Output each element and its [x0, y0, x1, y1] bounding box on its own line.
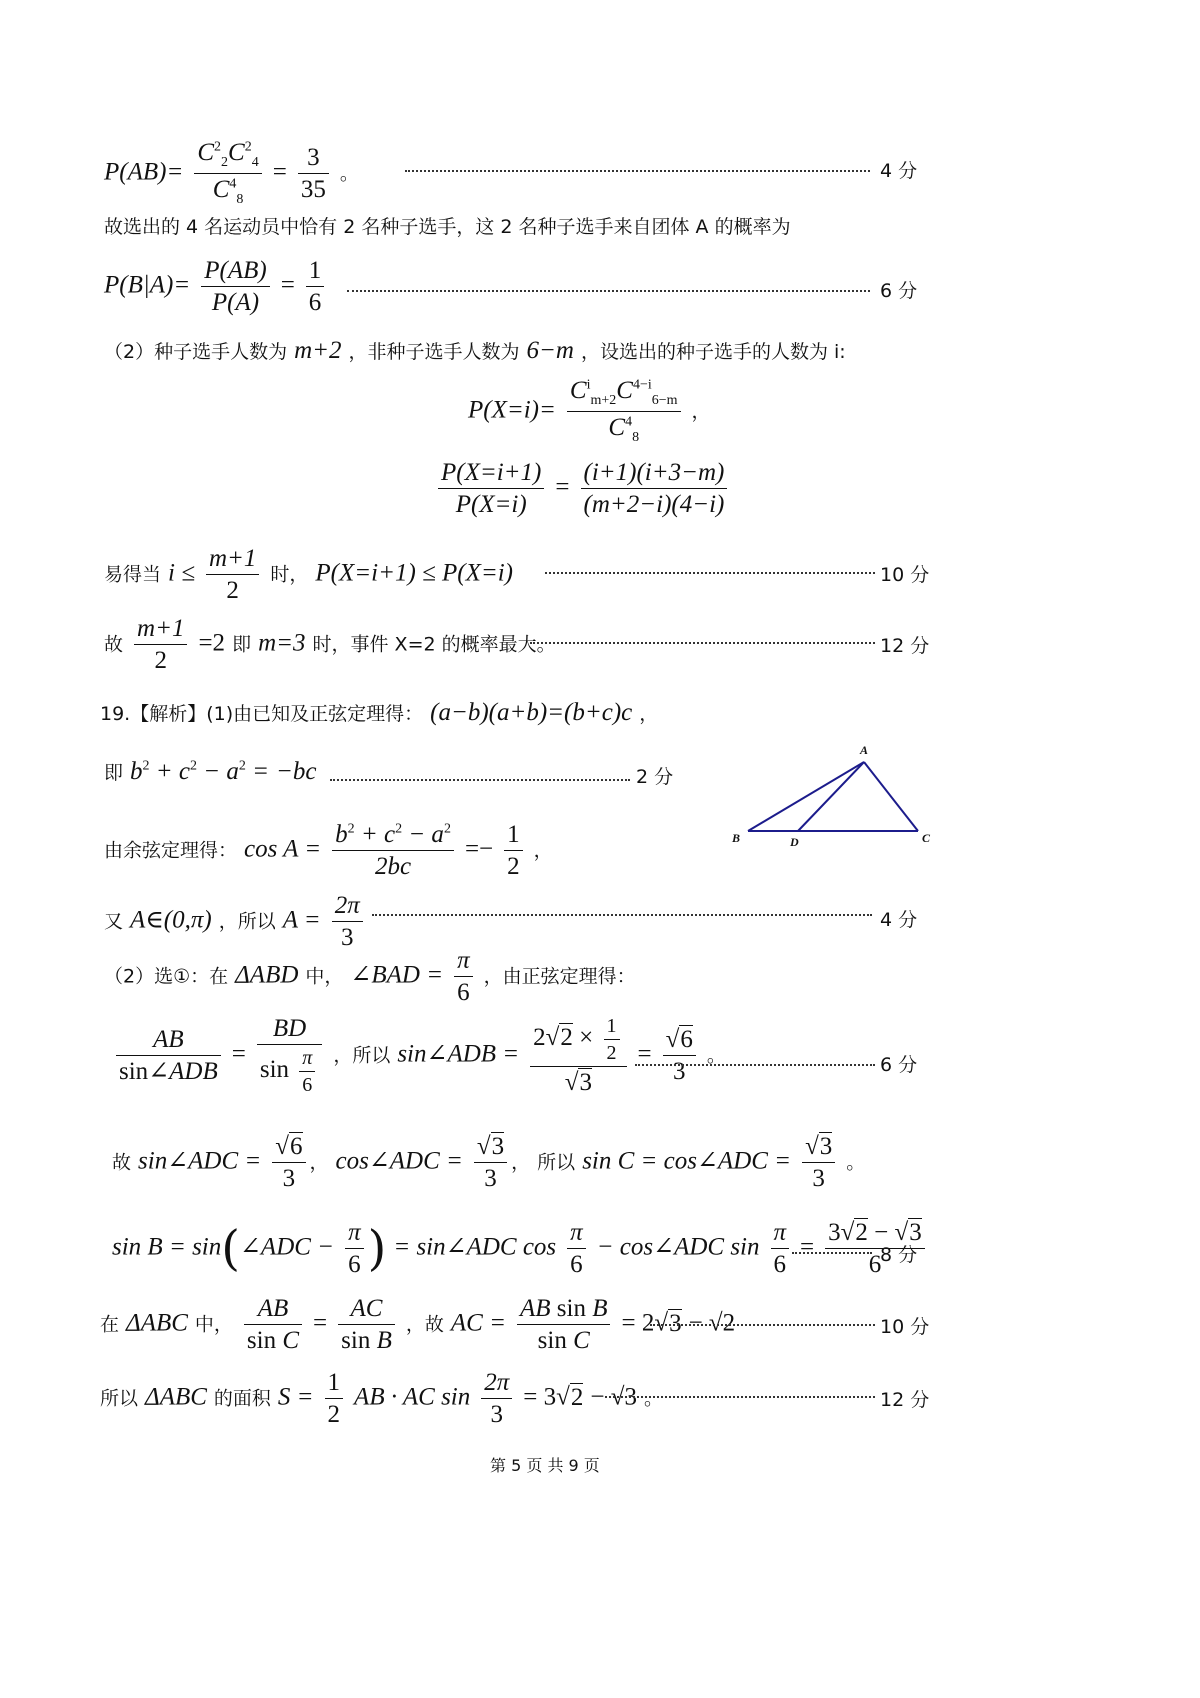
math: − cos∠ADC sin: [596, 1233, 760, 1261]
math: A =: [282, 906, 321, 934]
fraction-pab-pa: $\frac{P(AB)}{P(A)}$: [201, 258, 269, 315]
text: 。: [706, 1044, 726, 1067]
fraction-2pi-3: $\frac{2\pi}{3}$: [481, 1370, 512, 1427]
math: ∠ADC −: [239, 1233, 335, 1261]
dot-leader: [635, 1064, 875, 1066]
text-line: 故 sin∠ADC = $\frac{√6}{3}$ ， cos∠ADC = $\frac{√3}{3}$ ， 所以 sin C = cos∠ADC = $\frac{√3}{3}$ 。: [112, 1133, 866, 1192]
section-19-heading: [100, 700, 658, 725]
fraction-pi-6: $\frac{\pi}{6}$: [345, 1220, 364, 1277]
text: 。: [846, 1151, 866, 1174]
math: ΔABC: [145, 1383, 207, 1411]
score-label: 4 分: [880, 160, 918, 182]
fraction-pi-6: $\frac{\pi}{6}$: [771, 1220, 790, 1277]
text: 即: [232, 633, 252, 656]
text-line: 在 ΔABC 中， $\frac{AB}{\text{sin C}}$ = $\frac{AC}{\text{sin B}}$ ，故 AC = $\frac{\text{AB sin B}}{\text{sin C}}$ = 2√3 − √2: [100, 1295, 736, 1354]
text: ，由正弦定理得：: [483, 965, 636, 988]
math: sin∠ADB =: [397, 1040, 520, 1068]
math: ΔABD: [235, 961, 299, 989]
text: ，: [639, 703, 659, 725]
fraction-sqrt6-3: $\frac{√6}{3}$: [272, 1134, 305, 1191]
dot-leader: [650, 1324, 875, 1326]
score-label: 4 分: [880, 909, 918, 931]
math: P(X=i)=: [468, 396, 556, 424]
eq-p-b-given-a: P(B|A)= $\frac{P(AB)}{P(A)}$ = $\frac{1}{6}$: [104, 258, 328, 315]
text-line: [104, 948, 636, 1005]
text: ，所以: [218, 910, 276, 933]
math: S =: [277, 1383, 314, 1411]
fraction-sqrt3-3: $\frac{√3}{3}$: [474, 1134, 507, 1191]
fraction-pi-6: $\frac{\pi}{6}$: [454, 948, 473, 1005]
eq-ratio: $\frac{P(X=i+1)}{P(X=i)}$ = $\frac{(i+1)(i+3-m)}{(m+2-i)(4-i)}$: [434, 460, 731, 517]
fraction-m1-2: $\frac{m+1}{2}$: [134, 616, 187, 673]
math: sin∠ADC =: [138, 1147, 262, 1175]
math: 6−m: [526, 337, 574, 364]
text: 。: [643, 1387, 663, 1410]
fraction-ab-sinc: $\frac{AB}{\text{sin C}}$: [244, 1296, 302, 1353]
fraction-binomial: $C^i_{m+2}C^{4-i}_{6-m}$ $C^4_8$: [567, 378, 681, 445]
text: （2）选①：在: [104, 965, 229, 988]
fraction-3-35: $\frac{3}{35}$: [298, 145, 329, 202]
text-line: [104, 822, 553, 879]
text: 中，: [194, 1313, 233, 1336]
fraction-ratio-left: $\frac{P(X=i+1)}{P(X=i)}$: [438, 460, 544, 517]
fraction-ab-sin: AB sin∠ADB: [116, 1027, 221, 1084]
math: cos A =: [244, 835, 322, 863]
triangle-figure: [728, 738, 938, 852]
eq-sin-b: sin B = sin(∠ADC − $\frac{\pi}{6}$ ) = sin∠ADC cos $\frac{\pi}{6}$ − cos∠ADC sin $\frac{\pi}{6}$ = $\frac{3√2 - √3}{6}$: [112, 1220, 929, 1277]
fraction-ac-sinb: $\frac{AC}{\text{sin B}}$: [338, 1296, 395, 1353]
text: 中，: [305, 965, 344, 988]
eq-sine-rule: AB sin∠ADB = BD sin $\frac{\pi}{6}$ ，所以 sin∠ADB = 2√2 × $\frac{1}{2}$ √3 = $\frac{√6}{3}$ 。: [112, 1016, 726, 1095]
score-label: 6 分: [880, 280, 918, 302]
text-line: 即 $b^2 + c^2 - a^2 = -bc$: [104, 758, 317, 785]
text: 的面积: [213, 1387, 271, 1410]
math: P(X=i+1) ≤ P(X=i): [315, 559, 513, 587]
math: ΔABC: [126, 1309, 188, 1337]
fraction-1-6: $\frac{1}{6}$: [306, 258, 325, 315]
page-footer: 第 5 页 共 9 页: [490, 1456, 600, 1475]
score-label: 8 分: [880, 1244, 918, 1266]
math: A∈(0,π): [130, 906, 212, 934]
math: = sin∠ADC cos: [393, 1233, 557, 1261]
dot-leader: [330, 779, 630, 781]
p-b-a-lhs: P(B|A)=: [104, 271, 191, 299]
score-label: 2 分: [636, 766, 674, 788]
text: 又: [104, 910, 124, 933]
text: 所以: [537, 1151, 576, 1174]
fraction-2pi-3: $\frac{2\pi}{3}$: [332, 893, 363, 950]
math: −bc: [275, 758, 317, 785]
math: sin B = sin: [112, 1233, 222, 1261]
text: 19.【解析】(1)由已知及正弦定理得：: [100, 703, 424, 725]
score-label: 10 分: [880, 1316, 930, 1338]
text-line: 易得当 i ≤ $\frac{m+1}{2}$ 时， P(X=i+1) ≤ P(X=i): [104, 545, 513, 604]
text: ，非种子选手人数为: [348, 341, 520, 363]
eq-px-i: [468, 378, 711, 445]
math: m=3: [258, 629, 306, 657]
fraction-ratio-right: $\frac{(i+1)(i+3-m)}{(m+2-i)(4-i)}$: [581, 460, 728, 517]
dot-leader: [605, 1396, 875, 1398]
dot-leader: [347, 290, 870, 292]
vertex-label-b: B: [732, 831, 741, 845]
math: sin C = cos∠ADC =: [582, 1147, 792, 1175]
text: ，: [691, 400, 711, 423]
segment-ac: [864, 762, 918, 831]
text-line: 故选出的 4 名运动员中恰有 2 名种子选手，这 2 名种子选手来自团体 A 的概率为: [104, 216, 791, 238]
score-label: 10 分: [880, 564, 930, 586]
math: − √2: [688, 1309, 736, 1337]
math: (a−b)(a+b)=(b+c)c: [430, 699, 633, 726]
p-ab-lhs: P(AB)=: [104, 158, 184, 186]
text: （2）种子选手人数为: [104, 341, 288, 363]
segment-ab: [748, 762, 864, 831]
dot-leader: [372, 914, 872, 916]
dot-leader: [792, 1252, 872, 1254]
text: 所以: [100, 1387, 139, 1410]
math: cos∠ADC =: [335, 1147, 463, 1175]
dot-leader: [405, 170, 870, 172]
math: m+2: [294, 337, 342, 364]
math: AC =: [450, 1309, 506, 1337]
math: AB · AC sin: [354, 1383, 471, 1411]
text: 即: [104, 762, 124, 784]
fraction-bd-sin: BD sin $\frac{\pi}{6}$: [257, 1016, 322, 1095]
math: =−: [464, 835, 494, 863]
text-line: [104, 616, 556, 673]
fraction-sqrt3-3: $\frac{√3}{3}$: [802, 1134, 835, 1191]
fraction-m1-2: $\frac{m+1}{2}$: [206, 546, 259, 603]
vertex-label-c: C: [922, 831, 931, 845]
eq-p-ab: P(AB)= $\frac{C^2_2C^2_4}{C^4_8}$ = $\frac{3}{35}$ 。: [104, 139, 359, 207]
text: ，: [533, 839, 553, 862]
text: 在: [100, 1313, 120, 1336]
fraction-sqrt6-3: $\frac{√6}{3}$: [663, 1027, 696, 1084]
fraction-ac-expr: $\frac{\text{AB sin B}}{\text{sin C}}$: [517, 1296, 611, 1353]
fraction-1-2: $\frac{1}{2}$: [325, 1370, 344, 1427]
text-line: [104, 338, 846, 363]
score-label: 6 分: [880, 1054, 918, 1076]
text-line: 所以 ΔABC 的面积 S = $\frac{1}{2}$ AB · AC sin $\frac{2\pi}{3}$ = 3√2 − √3 。: [100, 1369, 663, 1428]
fraction-cos: $\frac{b^2 + c^2 - a^2}{2bc}$: [332, 822, 454, 879]
fraction-1-2: $\frac{1}{2}$: [504, 822, 523, 879]
period: 。: [339, 162, 359, 185]
fraction-pi-6: $\frac{\pi}{6}$: [567, 1220, 586, 1277]
text-line: [104, 893, 367, 950]
text: 由余弦定理得：: [104, 839, 238, 862]
text: 时，: [270, 563, 309, 586]
text: 故: [104, 633, 124, 656]
vertex-label-a: A: [860, 743, 869, 757]
dot-leader: [530, 642, 875, 644]
text: 时，事件 X=2 的概率最大。: [312, 633, 556, 656]
score-label: 12 分: [880, 635, 930, 657]
score-label: 12 分: [880, 1389, 930, 1411]
vertex-label-d: D: [790, 835, 799, 849]
dot-leader: [545, 572, 875, 574]
text: ，所以: [333, 1044, 391, 1067]
text: 易得当: [104, 563, 162, 586]
math: − √3: [590, 1383, 637, 1411]
fraction-result: $\frac{3√2 - √3}{6}$: [825, 1220, 925, 1277]
text: ，设选出的种子选手的人数为 i:: [580, 341, 846, 363]
fraction-sqrt: 2√2 × $\frac{1}{2}$ √3: [530, 1016, 626, 1095]
fraction-c: $\frac{C^2_2C^2_4}{C^4_8}$: [194, 140, 261, 207]
math: ∠BAD =: [350, 961, 444, 989]
text: ，故: [405, 1313, 444, 1336]
text: 故: [112, 1151, 132, 1174]
math: =2: [198, 629, 226, 657]
